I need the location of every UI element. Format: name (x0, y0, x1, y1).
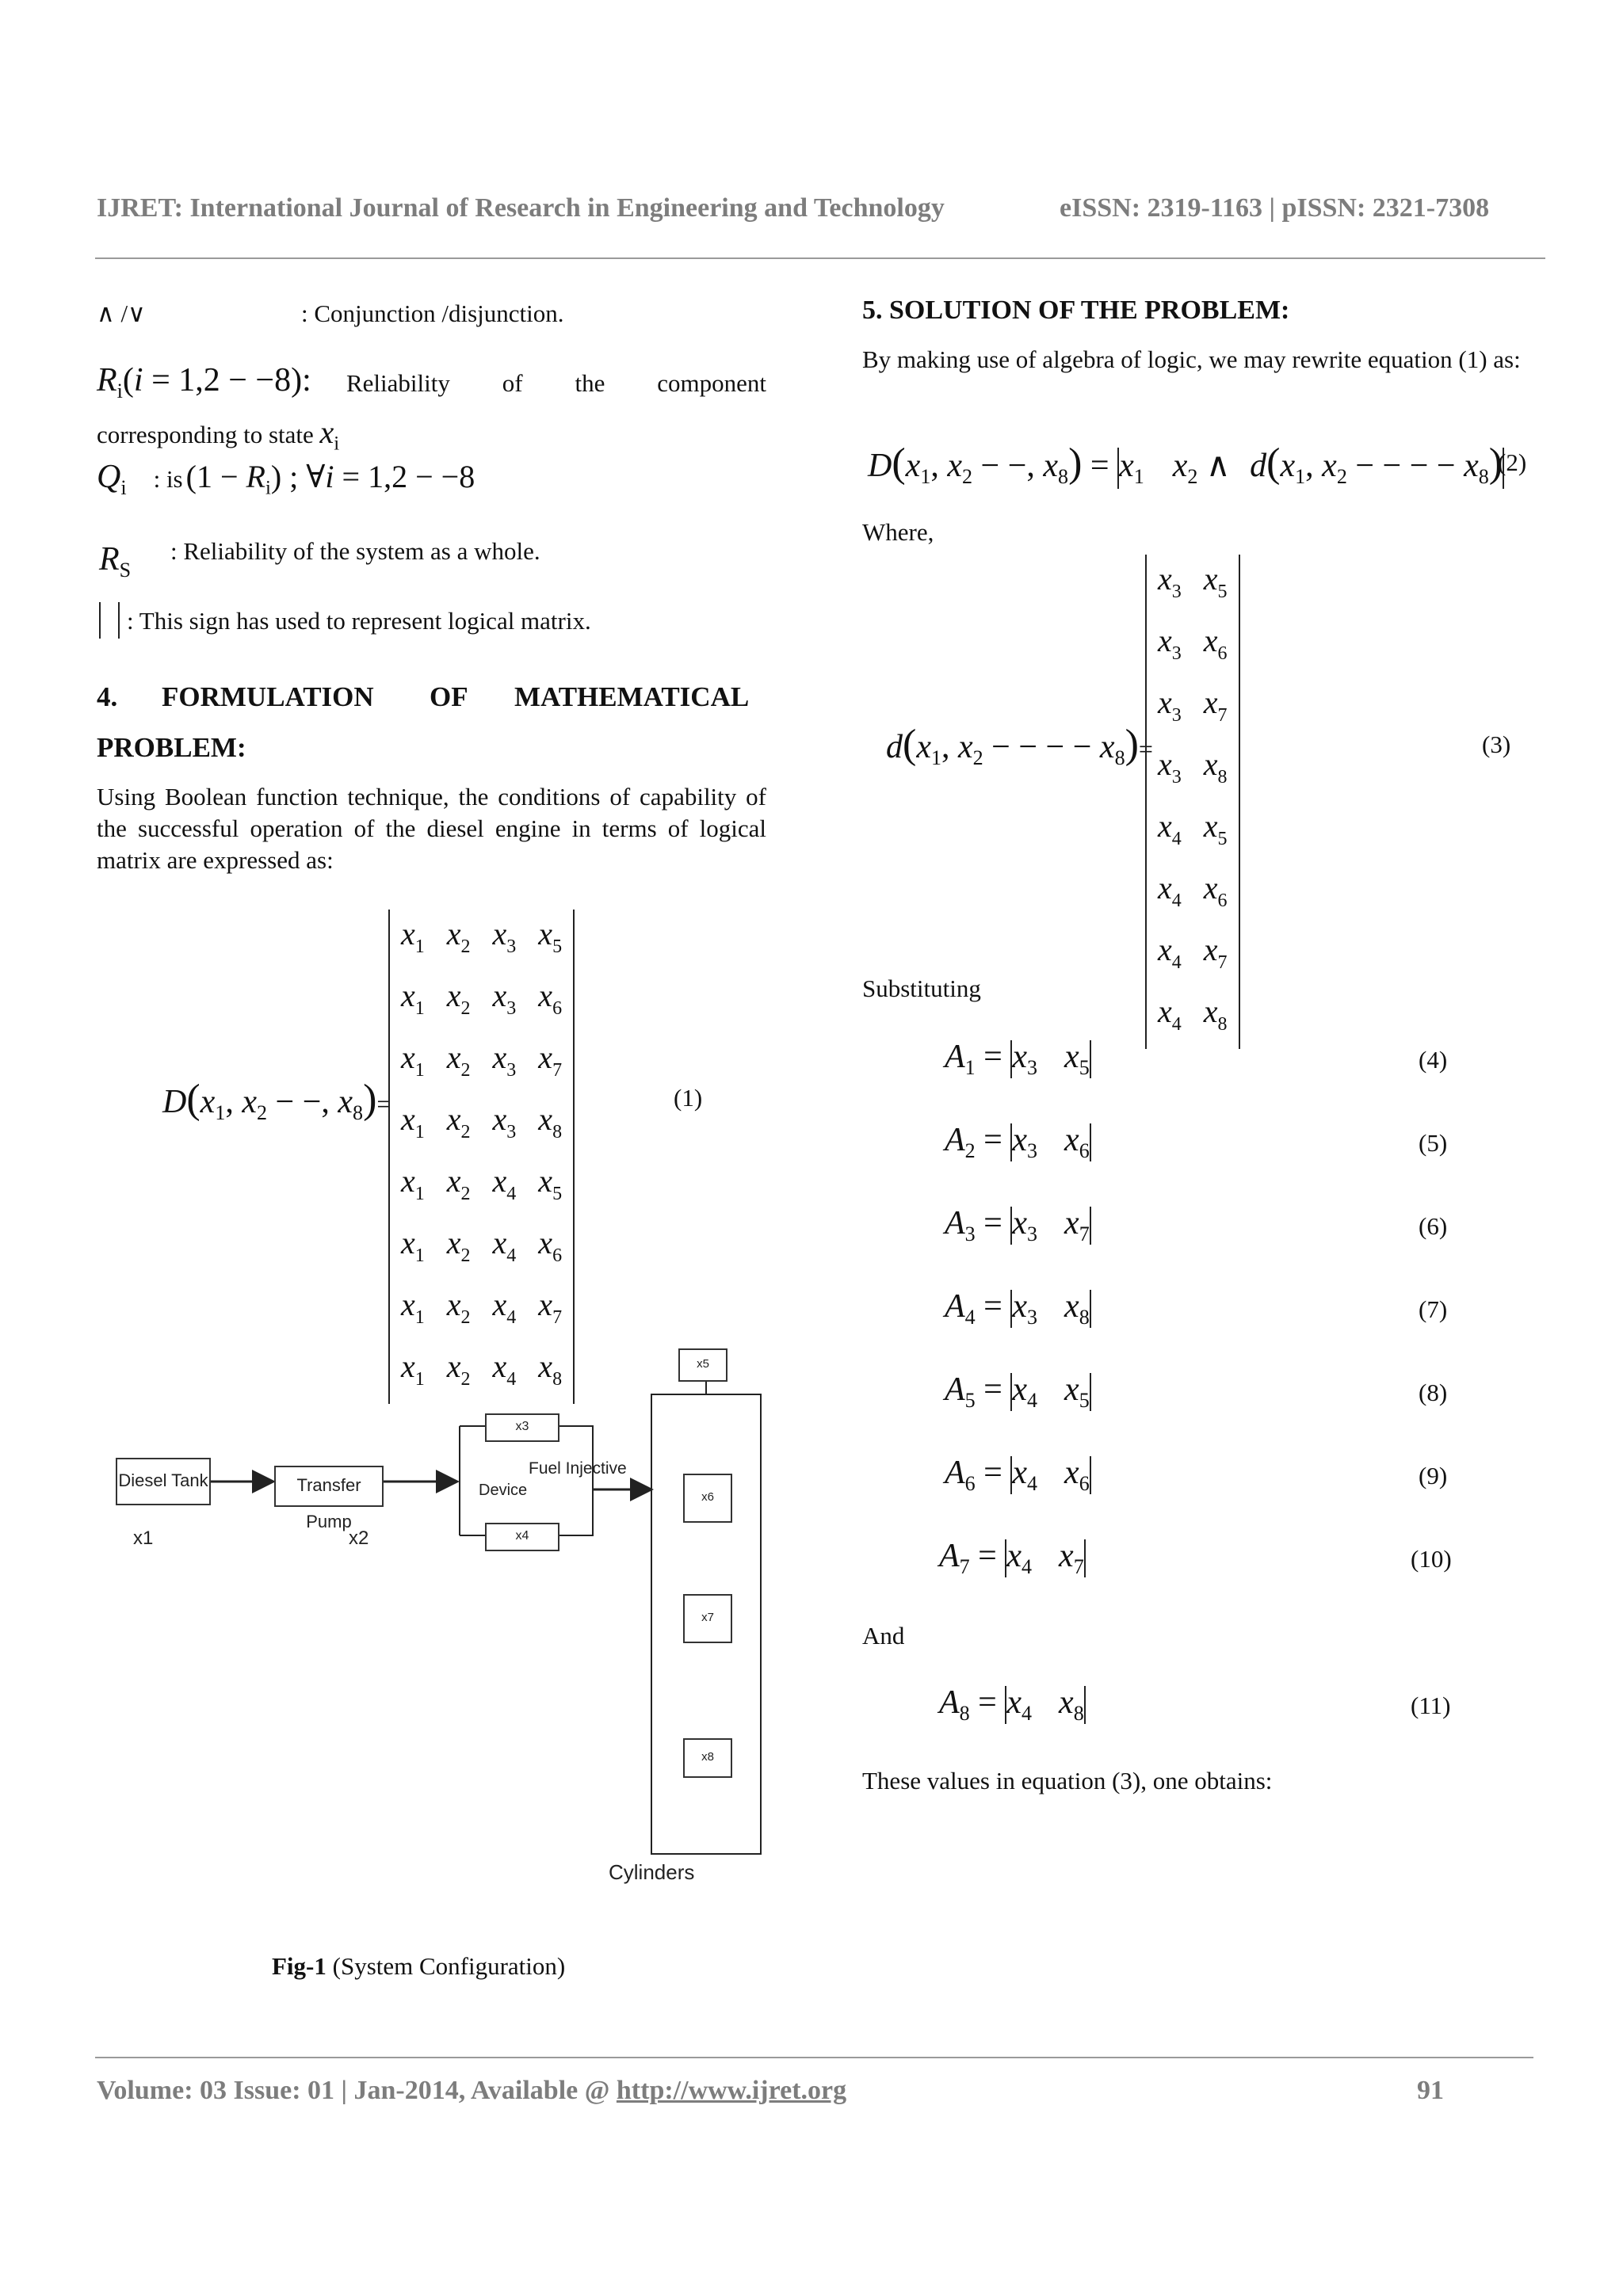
closing-text: These values in equation (3), one obtains: (862, 1767, 1273, 1794)
matrix-cell: $x_5$ (538, 1163, 563, 1204)
matrix-cell: $x_2$ (446, 1287, 471, 1328)
matrix-row (389, 1219, 574, 1280)
matrix-row (1146, 864, 1239, 925)
matrix-cell: $x_8$ (1203, 994, 1228, 1035)
matrix-cell: $x_1$ (401, 916, 425, 957)
x2-label: x2 (349, 1527, 369, 1549)
section5-paragraph: By making use of algebra of logic, we may rewrite equation (1) as: (862, 345, 1521, 373)
matrix-row (1146, 740, 1239, 802)
journal-header (97, 193, 1490, 223)
ri-text: Reliability of the component (346, 369, 766, 397)
equation2: $D(x_1$, $x_2$ − −, $x_8) = x_1$ $x_2$ ∧ $d(x_1$, $x_2$ − − − − $x_8$) (868, 441, 1503, 489)
matrix-cell: $x_2$ (446, 1348, 471, 1390)
matrix-row (389, 910, 574, 971)
a-equation: $A_2 = x_3$ $x_6$ (945, 1122, 1090, 1163)
a-equation: $A_7 = x_4$ $x_7$ (939, 1538, 1084, 1579)
matrix-sign (99, 602, 120, 639)
matrix-row (1146, 802, 1239, 864)
page-number: 91 (1417, 2076, 1444, 2105)
header-divider (95, 257, 1545, 259)
transfer-pump-box: Transfer Pump (274, 1466, 384, 1507)
cylinder-box-4: x8 (683, 1738, 732, 1778)
equation3-number: (3) (1482, 730, 1511, 758)
matrix-cell: $x_6$ (538, 1225, 563, 1266)
matrix-cell: $x_7$ (1203, 685, 1228, 726)
a-equation-number: (6) (1419, 1212, 1448, 1240)
matrix-cell: $x_7$ (538, 1039, 563, 1081)
matrix-cell: $x_8$ (538, 1101, 563, 1142)
matrix-cell: $x_4$ (1158, 808, 1182, 849)
matrix-cell: $x_4$ (1158, 932, 1182, 973)
diesel-tank-box: Diesel Tank (116, 1458, 211, 1505)
matrix-cell: $x_5$ (1203, 808, 1228, 849)
cylinder-box-1: x5 (678, 1348, 727, 1382)
matrix-cell: $x_7$ (1203, 932, 1228, 973)
matrix-cell: $x_2$ (446, 1101, 471, 1142)
a-equation: $A_6 = x_4$ $x_6$ (945, 1455, 1090, 1496)
matrix-cell: $x_6$ (1203, 623, 1228, 664)
fuel-injective-label: Fuel Injective (529, 1459, 627, 1478)
matrix-cell: $x_1$ (401, 1348, 425, 1390)
matrix-row (1146, 616, 1239, 678)
matrix-row (389, 1280, 574, 1342)
a-equation-number: (4) (1419, 1046, 1448, 1074)
matrix-cell: $x_8$ (538, 1348, 563, 1390)
footer (97, 2076, 846, 2106)
a-equation-number: (5) (1419, 1129, 1448, 1157)
matrix-cell: $x_3$ (1158, 746, 1182, 788)
matrix-cell: $x_7$ (538, 1287, 563, 1328)
footer-url-link[interactable]: http://www.ijret.org (616, 2076, 847, 2105)
matrix-cell: $x_3$ (492, 978, 517, 1019)
matrix-cell: $x_3$ (1158, 561, 1182, 602)
matrix-cell: $x_4$ (492, 1287, 517, 1328)
matrix-cell: $x_6$ (1203, 870, 1228, 911)
section4-heading-line2: PROBLEM: (97, 732, 246, 763)
a-equation-number: (8) (1419, 1379, 1448, 1406)
ri-definition (97, 361, 766, 403)
ri-continuation: corresponding to state $x_i$ (97, 414, 340, 455)
cylinder-box-3: x7 (683, 1594, 732, 1643)
matrix-sign-text: : This sign has used to represent logical matrix. (127, 607, 591, 635)
matrix-cell: $x_2$ (446, 1163, 471, 1204)
journal-title: IJRET: International Journal of Research in Engineering and Technology (97, 193, 945, 223)
matrix-cell: $x_2$ (446, 1225, 471, 1266)
rs-symbol: $R_S$ (99, 541, 132, 582)
cylinders-label: Cylinders (609, 1860, 695, 1884)
matrix-row (389, 1157, 574, 1219)
a-equation-number: (10) (1411, 1545, 1452, 1573)
a-equation-number: (7) (1419, 1295, 1448, 1323)
matrix-row (1146, 987, 1239, 1049)
a-equation: $A_1 = x_3$ $x_5$ (945, 1039, 1090, 1080)
section4-heading: 4. FORMULATION OF MATHEMATICAL (97, 681, 750, 712)
conj-symbol: ∧ /∨ (97, 299, 146, 327)
qi-definition: $Q_i$ : is $(1 - R_i)$ ; ∀i = 1,2 − −8 (97, 459, 475, 500)
journal-issn: eISSN: 2319-1163 | pISSN: 2321-7308 (1060, 193, 1490, 223)
equation3-matrix (1145, 555, 1240, 1049)
equation2-number: (2) (1498, 448, 1527, 476)
matrix-cell: $x_3$ (492, 1101, 517, 1142)
cylinder-box-2: x6 (683, 1474, 732, 1523)
matrix-row (389, 1095, 574, 1157)
matrix-cell: $x_4$ (492, 1163, 517, 1204)
device-label: Device (479, 1482, 528, 1499)
section4-paragraph: Using Boolean function technique, the conditions of capability of the successful operation of the diesel engine in terms of logical matrix are expressed as: (97, 783, 766, 874)
matrix-cell: $x_2$ (446, 978, 471, 1019)
matrix-cell: $x_5$ (1203, 561, 1228, 602)
matrix-cell: $x_2$ (446, 1039, 471, 1081)
matrix-cell: $x_1$ (401, 1101, 425, 1142)
matrix-cell: $x_6$ (538, 978, 563, 1019)
rs-text: : Reliability of the system as a whole. (170, 537, 540, 565)
where-label: Where, (862, 518, 934, 546)
matrix-cell: $x_1$ (401, 1225, 425, 1266)
a-equation-number: (11) (1411, 1691, 1451, 1719)
and-label: And (862, 1622, 905, 1650)
matrix-cell: $x_5$ (538, 916, 563, 957)
system-configuration-figure (97, 1347, 794, 1901)
a-equation: $A_5 = x_4$ $x_5$ (945, 1371, 1090, 1413)
matrix-row (1146, 555, 1239, 616)
x3-box: x3 (485, 1413, 559, 1442)
substituting-label: Substituting (862, 974, 981, 1002)
figure-caption: Fig-1 (System Configuration) (272, 1952, 566, 1980)
matrix-cell: $x_2$ (446, 916, 471, 957)
equation1-lhs: $D(x_1$, $x_2$ − −, $x_8)=$ (162, 1077, 391, 1125)
matrix-row (389, 971, 574, 1033)
matrix-row (1146, 678, 1239, 740)
matrix-cell: $x_3$ (1158, 623, 1182, 664)
matrix-cell: $x_1$ (401, 1039, 425, 1081)
a-equation: $A_4 = x_3$ $x_8$ (945, 1288, 1090, 1329)
matrix-cell: $x_8$ (1203, 746, 1228, 788)
footer-volume: Volume: 03 Issue: 01 | Jan-2014, Available @ (97, 2076, 617, 2105)
matrix-cell: $x_3$ (492, 1039, 517, 1081)
matrix-cell: $x_1$ (401, 1163, 425, 1204)
conj-text: : Conjunction /disjunction. (301, 299, 564, 327)
matrix-cell: $x_4$ (492, 1225, 517, 1266)
equation1-matrix (388, 910, 575, 1404)
matrix-cell: $x_1$ (401, 978, 425, 1019)
x4-box: x4 (485, 1523, 559, 1551)
a-equation: $A_8 = x_4$ $x_8$ (939, 1684, 1084, 1726)
equation3-lhs: $d(x_1$, $x_2$ − − − − $x_8)=$ (886, 722, 1153, 770)
footer-divider (95, 2057, 1533, 2058)
matrix-row (1146, 925, 1239, 987)
equation1-number: (1) (674, 1084, 703, 1112)
matrix-cell: $x_3$ (492, 916, 517, 957)
a-equation-number: (9) (1419, 1462, 1448, 1489)
matrix-cell: $x_3$ (1158, 685, 1182, 726)
matrix-cell: $x_4$ (492, 1348, 517, 1390)
x1-label: x1 (133, 1527, 154, 1549)
a-equation: $A_3 = x_3$ $x_7$ (945, 1205, 1090, 1246)
matrix-cell: $x_1$ (401, 1287, 425, 1328)
matrix-cell: $x_4$ (1158, 994, 1182, 1035)
ri-symbol: $R_i(i = 1,2 - -8)$: (97, 362, 311, 403)
matrix-cell: $x_4$ (1158, 870, 1182, 911)
section5-heading: 5. SOLUTION OF THE PROBLEM: (862, 296, 1290, 325)
matrix-row (389, 1033, 574, 1095)
